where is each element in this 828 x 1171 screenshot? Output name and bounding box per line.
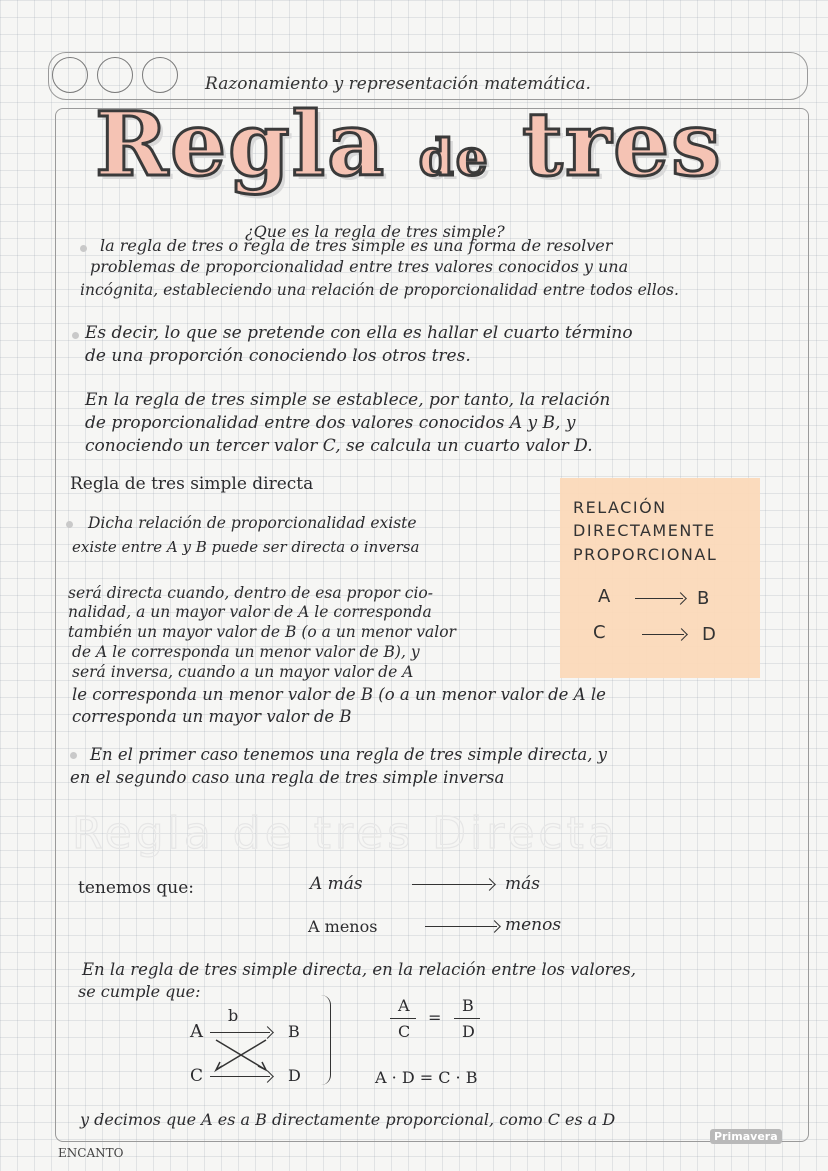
relation-label-1: RELACIÓN xyxy=(573,498,667,517)
frac-right-num: B xyxy=(462,996,474,1015)
establishes-line-2: de proporcionalidad entre dos valores conocidos A y B, y xyxy=(85,413,576,433)
arrow-right-icon xyxy=(635,598,683,599)
bullet-dot xyxy=(72,332,79,339)
diagram-b: B xyxy=(288,1022,300,1041)
header-title: Razonamiento y representación matemática. xyxy=(205,74,591,94)
diagram-c: C xyxy=(190,1066,204,1086)
section-heading-direct: Regla de tres simple directa xyxy=(70,474,314,494)
explanation-line-1: Es decir, lo que se pretende con ella es hallar el cuarto término xyxy=(85,323,633,343)
relation-label-3: PROPORCIONAL xyxy=(573,545,718,564)
arrow-right-icon xyxy=(412,884,492,885)
relation-row1-from: A xyxy=(598,586,612,607)
bullet-dot xyxy=(66,521,73,528)
frac-right-den: D xyxy=(462,1022,475,1041)
title-word-de: de xyxy=(418,128,490,187)
diagram-top-label: b xyxy=(228,1006,239,1025)
establishes-line-3: conociendo un tercer valor C, se calcula un cuarto valor D. xyxy=(85,436,593,456)
brace xyxy=(318,995,331,1085)
relation-line-2: existe entre A y B puede ser directa o inversa xyxy=(72,538,420,556)
arrow-right-icon xyxy=(210,1032,270,1033)
direct-line-6: le corresponda un menor valor de B (o a un menor valor de A le xyxy=(72,685,606,704)
rule-line-1: En la regla de tres simple directa, en la relación entre los valores, xyxy=(82,960,637,979)
relation-line-1: Dicha relación de proporcionalidad existe xyxy=(88,514,417,532)
cases-line-2: en el segundo caso una regla de tres simple inversa xyxy=(70,768,505,787)
cross-arrows-icon xyxy=(212,1036,270,1074)
definition-line-2: problemas de proporcionalidad entre tres valores conocidos y una xyxy=(90,257,629,276)
relation-label-2: DIRECTAMENTE xyxy=(573,521,716,540)
title-word-regla: Regla xyxy=(95,92,387,196)
rule-line-2: se cumple que: xyxy=(78,982,201,1001)
frac-left-num: A xyxy=(398,996,410,1015)
page-title xyxy=(95,92,723,196)
direct-line-1: será directa cuando, dentro de esa propor cio- xyxy=(68,584,433,602)
brand-logo: Primavera xyxy=(710,1129,782,1144)
diagram-d: D xyxy=(288,1066,301,1085)
equals-sign: = xyxy=(428,1008,442,1027)
direct-line-2: nalidad, a un mayor valor de A le corresponda xyxy=(68,603,432,621)
arrow-right-icon xyxy=(210,1076,270,1077)
frac-left-den: C xyxy=(398,1022,411,1041)
section-title-ghost: Regla de tres Directa xyxy=(72,808,619,859)
establishes-line-1: En la regla de tres simple se establece, por tanto, la relación xyxy=(85,390,611,410)
arrow-right-icon xyxy=(425,926,497,927)
explanation-line-2: de una proporción conociendo los otros tres. xyxy=(85,346,471,366)
direct-line-4: de A le corresponda un menor valor de B), y xyxy=(72,643,420,661)
tenemos-row2-right: menos xyxy=(505,915,562,935)
direct-line-5: será inversa, cuando a un mayor valor de A xyxy=(72,663,414,681)
tenemos-row1-left: A más xyxy=(310,874,363,894)
fraction-bar xyxy=(454,1018,480,1019)
bullet-dot xyxy=(80,245,87,252)
title-word-tres: tres xyxy=(522,92,723,196)
tenemos-row1-right: más xyxy=(505,874,540,894)
definition-line-1: la regla de tres o regla de tres simple es una forma de resolver xyxy=(100,236,613,255)
tenemos-label: tenemos que: xyxy=(78,878,195,898)
product-equation: A · D = C · B xyxy=(375,1068,478,1087)
diagram-a: A xyxy=(190,1021,203,1042)
direct-line-3: también un mayor valor de B (o a un menor valor xyxy=(68,623,456,641)
question-heading: ¿Que es la regla de tres simple? xyxy=(245,222,505,241)
arrow-right-icon xyxy=(642,634,684,635)
direct-line-7: corresponda un mayor valor de B xyxy=(72,707,352,726)
relation-row2-to: D xyxy=(702,624,718,645)
fraction-bar xyxy=(390,1018,416,1019)
footer-label: ENCANTO xyxy=(58,1146,124,1160)
definition-line-3: incógnita, estableciendo una relación de proporcionalidad entre todos ellos. xyxy=(80,281,679,299)
cases-line-1: En el primer caso tenemos una regla de tres simple directa, y xyxy=(90,745,608,764)
relation-row2-from: C xyxy=(593,622,608,643)
closing-line: y decimos que A es a B directamente proporcional, como C es a D xyxy=(80,1110,616,1129)
tenemos-row2-left: A menos xyxy=(308,917,378,936)
relation-row1-to: B xyxy=(697,588,711,609)
bullet-dot xyxy=(70,752,77,759)
